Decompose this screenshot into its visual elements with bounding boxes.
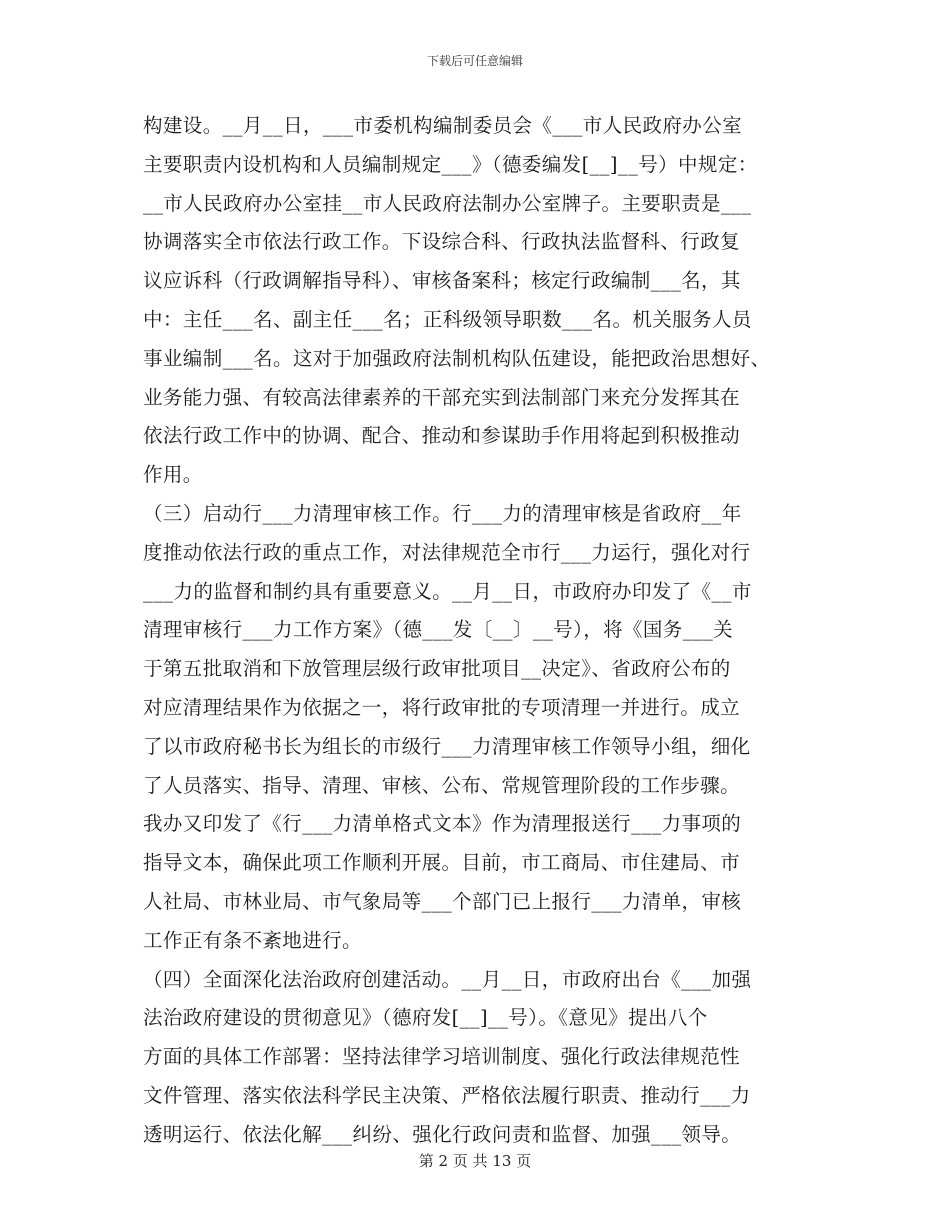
- text-line: 依法行政工作中的协调、配合、推动和参谋助手作用将起到积极推动: [143, 424, 741, 448]
- text-line: 议应诉科（行政调解指导科）、审核备案科；核定行政编制___名，其: [143, 269, 741, 293]
- text-line: 主要职责内设机构和人员编制规定___》（德委编发[__]__号）中规定：: [143, 152, 758, 176]
- text-line: 工作正有条不紊地进行。: [143, 928, 362, 952]
- text-line: 对应清理结果作为依据之一，将行政审批的专项清理一并进行。成立: [143, 695, 741, 719]
- document-body: [143, 107, 823, 1155]
- section-heading-line: （三）启动行___力清理审核工作。行___力的清理审核是省政府__年: [143, 501, 742, 525]
- text-line: 透明运行、依法化解___纠纷、强化行政问责和监督、加强___领导。: [143, 1122, 742, 1146]
- text-line: 指导文本，确保此项工作顺利开展。目前，市工商局、市住建局、市: [143, 851, 741, 875]
- text-line: ___力的监督和制约具有重要意义。__月__日，市政府办印发了《__市: [143, 579, 752, 603]
- text-line: 了以市政府秘书长为组长的市级行___力清理审核工作领导小组，细化: [143, 734, 751, 758]
- text-line: 作用。: [143, 463, 203, 487]
- text-line: 业务能力强、有较高法律素养的干部充实到法制部门来充分发挥其在: [143, 385, 741, 409]
- text-line: 方面的具体工作部署：坚持法律学习培训制度、强化行政法律规范性: [143, 1045, 741, 1069]
- text-line: 协调落实全市依法行政工作。下设综合科、行政执法监督科、行政复: [143, 230, 741, 254]
- section-heading-line: （四）全面深化法治政府创建活动。__月__日，市政府出台《___加强: [143, 967, 752, 991]
- text-line: 法治政府建设的贯彻意见》（德府发[__]__号）。《意见》提出八个: [143, 1006, 708, 1030]
- text-line: 于第五批取消和下放管理层级行政审批项目__决定》、省政府公布的: [143, 657, 731, 681]
- text-line: 清理审核行___力工作方案》（德___发〔__〕__号），将《国务___关: [143, 618, 734, 642]
- text-line: 人社局、市林业局、市气象局等___个部门已上报行___力清单，审核: [143, 889, 742, 913]
- text-line: 文件管理、落实依法科学民主决策、严格依法履行职责、推动行___力: [143, 1083, 751, 1107]
- text-line: 度推动依法行政的重点工作，对法律规范全市行___力运行，强化对行: [143, 540, 751, 564]
- text-line: __市人民政府办公室挂__市人民政府法制办公室牌子。主要职责是___: [143, 191, 752, 215]
- page-header: 下载后可任意编辑: [426, 54, 523, 68]
- text-line: 我办又印发了《行___力清单格式文本》作为清理报送行___力事项的: [143, 812, 742, 836]
- text-line: 中：主任___名、副主任___名；正科级领导职数___名。机关服务人员: [143, 307, 752, 331]
- text-line: 构建设。__月__日，___市委机构编制委员会《___市人民政府办公室: [143, 114, 743, 137]
- page-number: 第 2 页 共 13 页: [418, 1152, 532, 1170]
- text-line: 了人员落实、指导、清理、审核、公布、常规管理阶段的工作步骤。: [143, 773, 741, 797]
- text-line: 事业编制___名。这对于加强政府法制机构队伍建设，能把政治思想好、: [143, 346, 771, 370]
